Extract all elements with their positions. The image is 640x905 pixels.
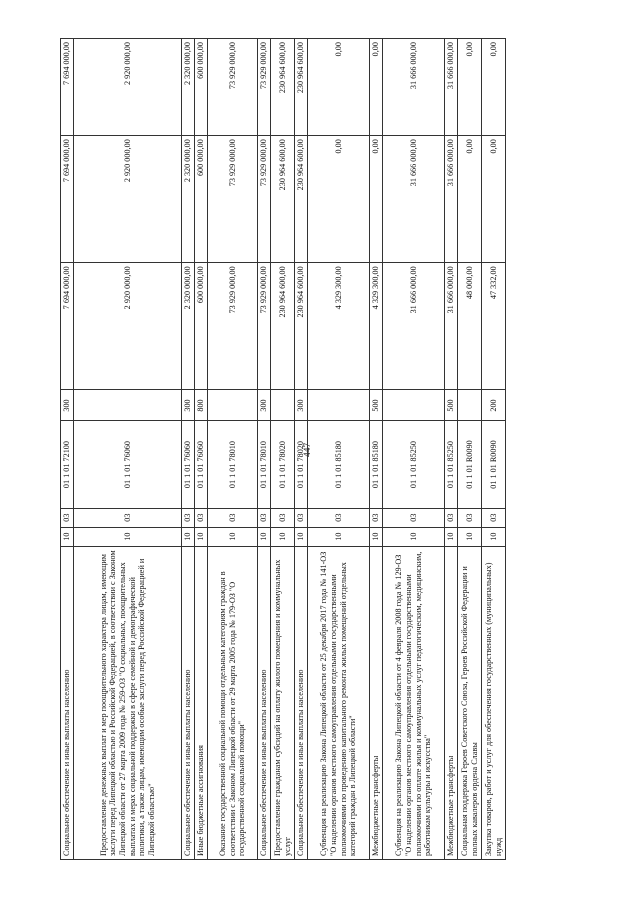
- row-subsection-cell: 03: [182, 508, 195, 527]
- row-subsection-cell: 03: [258, 508, 271, 527]
- page-number: 447: [303, 442, 313, 458]
- row-amount-2-cell: 2 920 000,00: [74, 136, 182, 263]
- row-name-cell: Субвенция на реализацию Закона Липецкой области от 25 декабря 2017 года № 141-ОЗ "О наделении органов местного самоуправления отдельными государственными полномочиями по проведению капитального ремонта жилых помещений отдельных категорий граждан в Липецкой области": [308, 546, 370, 859]
- row-amount-3-cell: 31 666 000,00: [383, 39, 445, 136]
- row-target-item-cell: 01 1 01 76060: [74, 421, 182, 508]
- row-target-item-cell: 01 1 01 78020: [295, 421, 308, 508]
- row-expense-type-cell: [271, 390, 295, 421]
- row-amount-3-cell: 31 666 000,00: [445, 39, 458, 136]
- row-subsection-cell: 03: [271, 508, 295, 527]
- row-name-cell: Субвенция на реализацию Закона Липецкой области от 4 февраля 2008 года № 129-ОЗ "О наделении органов местного самоуправления отдельными государственными полномочиями по оплате жилья и коммунальных услуг педагогическим, медицинским, работникам культуры и искусства": [383, 546, 445, 859]
- row-expense-type-cell: [208, 390, 258, 421]
- row-expense-type-cell: 300: [295, 390, 308, 421]
- row-amount-3-cell: 600 000,00: [195, 39, 208, 136]
- row-name-cell: Межбюджетные трансферты: [445, 546, 458, 859]
- row-section-cell: 10: [383, 527, 445, 546]
- row-subsection-cell: 03: [445, 508, 458, 527]
- table-row: [370, 39, 383, 860]
- row-subsection-cell: 03: [61, 508, 74, 527]
- row-subsection-cell: 03: [195, 508, 208, 527]
- row-amount-1-cell: 2 920 000,00: [74, 263, 182, 390]
- rotated-table-wrapper: [60, 38, 566, 860]
- row-amount-1-cell: 600 000,00: [195, 263, 208, 390]
- row-subsection-cell: 03: [208, 508, 258, 527]
- table-row: [383, 39, 445, 860]
- row-subsection-cell: 03: [482, 508, 506, 527]
- row-expense-type-cell: 200: [482, 390, 506, 421]
- row-section-cell: 10: [61, 527, 74, 546]
- table-row: [258, 39, 271, 860]
- row-amount-3-cell: 7 694 000,00: [61, 39, 74, 136]
- row-section-cell: 10: [458, 527, 482, 546]
- row-amount-1-cell: 2 320 000,00: [182, 263, 195, 390]
- row-expense-type-cell: 300: [61, 390, 74, 421]
- table-row: [74, 39, 182, 860]
- row-target-item-cell: 01 1 01 76060: [182, 421, 195, 508]
- row-amount-3-cell: 2 320 000,00: [182, 39, 195, 136]
- table-row: [308, 39, 370, 860]
- row-target-item-cell: 01 1 01 78020: [271, 421, 295, 508]
- row-subsection-cell: 03: [383, 508, 445, 527]
- row-amount-2-cell: 73 929 000,00: [258, 136, 271, 263]
- row-name-cell: Социальное обеспечение и иные выплаты населению: [295, 546, 308, 859]
- row-target-item-cell: 01 1 01 R0090: [482, 421, 506, 508]
- row-amount-3-cell: 73 929 000,00: [258, 39, 271, 136]
- row-amount-3-cell: 73 929 000,00: [208, 39, 258, 136]
- row-section-cell: 10: [308, 527, 370, 546]
- budget-table-body: [61, 39, 506, 860]
- table-row: [208, 39, 258, 860]
- row-amount-3-cell: 230 964 600,00: [271, 39, 295, 136]
- row-amount-1-cell: 4 329 300,00: [308, 263, 370, 390]
- row-amount-2-cell: 7 694 000,00: [61, 136, 74, 263]
- row-amount-2-cell: 0,00: [370, 136, 383, 263]
- row-amount-2-cell: 31 666 000,00: [445, 136, 458, 263]
- row-target-item-cell: 01 1 01 85250: [383, 421, 445, 508]
- row-target-item-cell: 01 1 01 78010: [258, 421, 271, 508]
- row-amount-1-cell: 31 666 000,00: [383, 263, 445, 390]
- row-name-cell: Социальная поддержка Героев Советского Союза, Героев Российской Федерации и полных кавалеров ордена Славы: [458, 546, 482, 859]
- row-name-cell: Предоставление денежных выплат и мер поощрительного характера лицам, имеющим заслуги перед Липецкой областью и Российской Федерацией, в соответствии с Законом Липецкой области от 27 марта 2009 года № 259-ОЗ "О социальных, поощрительных выплатах и мерах социальной поддержки в сфере семейной и демографической политики, а также лицам, имеющим особые заслуги перед Российской Федерацией и Липецкой областью": [74, 546, 182, 859]
- table-row: [182, 39, 195, 860]
- row-section-cell: 10: [482, 527, 506, 546]
- row-amount-2-cell: 73 929 000,00: [208, 136, 258, 263]
- row-expense-type-cell: 300: [258, 390, 271, 421]
- row-amount-2-cell: 0,00: [482, 136, 506, 263]
- row-subsection-cell: 03: [308, 508, 370, 527]
- row-section-cell: 10: [74, 527, 182, 546]
- row-amount-2-cell: 0,00: [308, 136, 370, 263]
- table-row: [271, 39, 295, 860]
- row-amount-1-cell: 31 666 000,00: [445, 263, 458, 390]
- row-amount-3-cell: 0,00: [370, 39, 383, 136]
- table-row: [445, 39, 458, 860]
- row-section-cell: 10: [258, 527, 271, 546]
- row-expense-type-cell: 300: [182, 390, 195, 421]
- row-amount-1-cell: 73 929 000,00: [258, 263, 271, 390]
- table-row: [195, 39, 208, 860]
- row-section-cell: 10: [182, 527, 195, 546]
- row-name-cell: Социальное обеспечение и иные выплаты населению: [258, 546, 271, 859]
- row-section-cell: 10: [445, 527, 458, 546]
- row-amount-2-cell: 0,00: [458, 136, 482, 263]
- row-amount-1-cell: 230 964 600,00: [295, 263, 308, 390]
- row-section-cell: 10: [208, 527, 258, 546]
- row-expense-type-cell: 500: [445, 390, 458, 421]
- row-expense-type-cell: 800: [195, 390, 208, 421]
- row-amount-3-cell: 2 920 000,00: [74, 39, 182, 136]
- row-amount-1-cell: 73 929 000,00: [208, 263, 258, 390]
- table-row: [61, 39, 74, 860]
- row-subsection-cell: 03: [74, 508, 182, 527]
- row-amount-1-cell: 4 329 300,00: [370, 263, 383, 390]
- table-row: [295, 39, 308, 860]
- table-row: [458, 39, 482, 860]
- row-amount-2-cell: 230 964 600,00: [295, 136, 308, 263]
- row-subsection-cell: 03: [370, 508, 383, 527]
- row-amount-2-cell: 2 320 000,00: [182, 136, 195, 263]
- row-target-item-cell: 01 1 01 85180: [370, 421, 383, 508]
- row-expense-type-cell: [308, 390, 370, 421]
- row-name-cell: Предоставление гражданам субсидий на оплату жилого помещения и коммунальных услуг: [271, 546, 295, 859]
- row-expense-type-cell: [458, 390, 482, 421]
- row-expense-type-cell: [383, 390, 445, 421]
- row-expense-type-cell: [74, 390, 182, 421]
- row-subsection-cell: 03: [295, 508, 308, 527]
- row-section-cell: 10: [295, 527, 308, 546]
- row-amount-1-cell: 230 964 600,00: [271, 263, 295, 390]
- row-amount-2-cell: 230 964 600,00: [271, 136, 295, 263]
- row-amount-3-cell: 0,00: [482, 39, 506, 136]
- table-row: [482, 39, 506, 860]
- row-amount-2-cell: 600 000,00: [195, 136, 208, 263]
- row-amount-3-cell: 0,00: [308, 39, 370, 136]
- row-target-item-cell: 01 1 01 85250: [445, 421, 458, 508]
- row-amount-1-cell: 47 332,00: [482, 263, 506, 390]
- row-target-item-cell: 01 1 01 85180: [308, 421, 370, 508]
- row-amount-2-cell: 31 666 000,00: [383, 136, 445, 263]
- row-target-item-cell: 01 1 01 78010: [208, 421, 258, 508]
- row-amount-1-cell: 48 000,00: [458, 263, 482, 390]
- row-name-cell: Оказание государственной социальной помощи отдельным категориям граждан в соответствии с Законом Липецкой области от 29 марта 2005 года № 179-ОЗ "О государственной социальной помощи": [208, 546, 258, 859]
- row-name-cell: Социальное обеспечение и иные выплаты населению: [61, 546, 74, 859]
- budget-table: [60, 38, 506, 860]
- row-target-item-cell: 01 1 01 76060: [195, 421, 208, 508]
- row-name-cell: Иные бюджетные ассигнования: [195, 546, 208, 859]
- row-section-cell: 10: [370, 527, 383, 546]
- row-amount-1-cell: 7 694 000,00: [61, 263, 74, 390]
- row-subsection-cell: 03: [458, 508, 482, 527]
- row-amount-3-cell: 0,00: [458, 39, 482, 136]
- row-target-item-cell: 01 1 01 72100: [61, 421, 74, 508]
- row-section-cell: 10: [271, 527, 295, 546]
- row-name-cell: Закупка товаров, работ и услуг для обеспечения государственных (муниципальных) нужд: [482, 546, 506, 859]
- row-name-cell: Социальное обеспечение и иные выплаты населению: [182, 546, 195, 859]
- row-section-cell: 10: [195, 527, 208, 546]
- row-name-cell: Межбюджетные трансферты: [370, 546, 383, 859]
- row-target-item-cell: 01 1 01 R0090: [458, 421, 482, 508]
- row-amount-3-cell: 230 964 600,00: [295, 39, 308, 136]
- row-expense-type-cell: 500: [370, 390, 383, 421]
